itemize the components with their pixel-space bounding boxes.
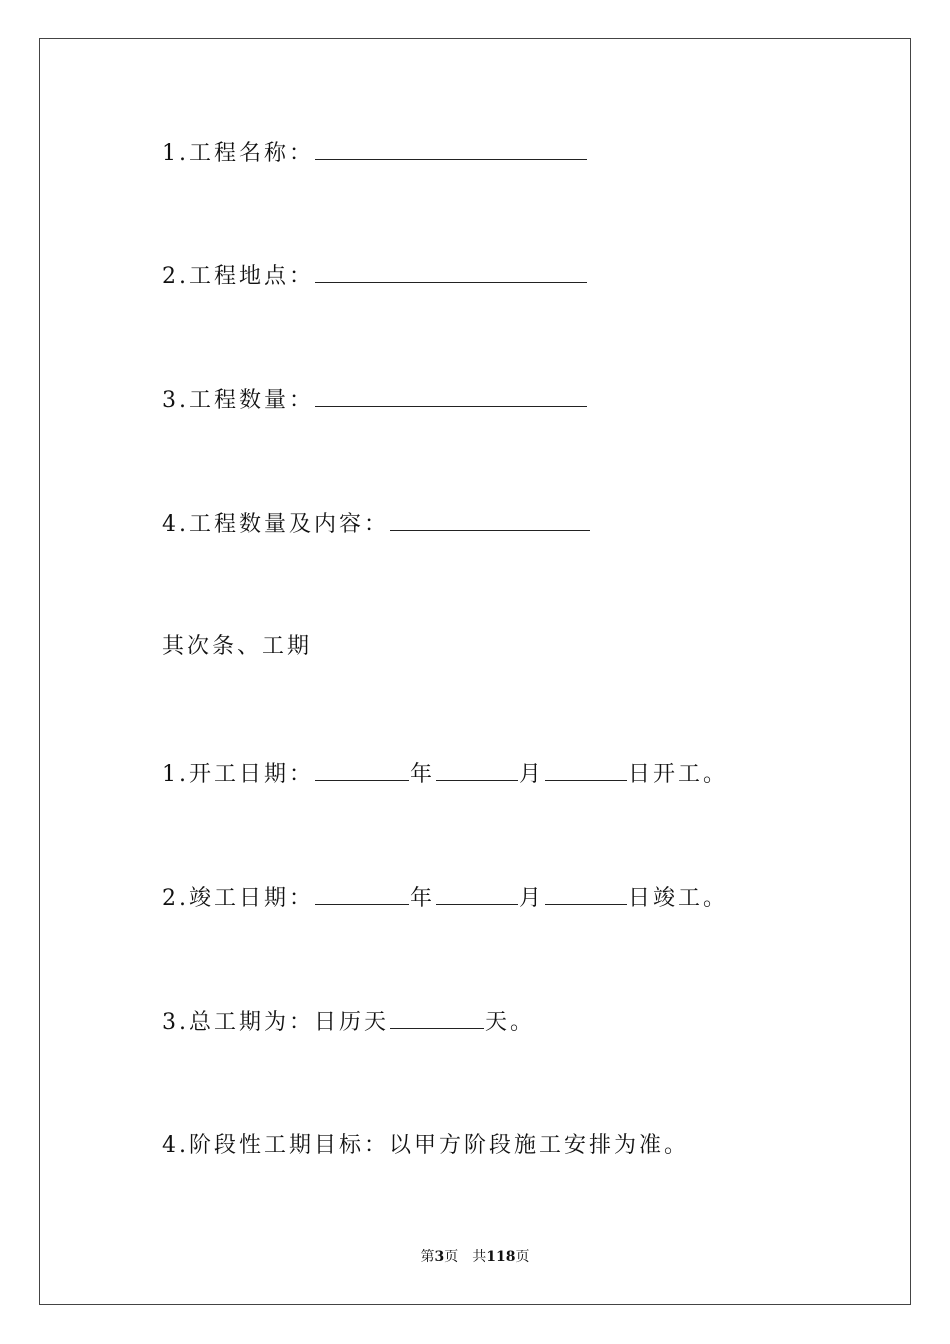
completion-month-unit: 月 <box>519 886 545 911</box>
footer-page-number: 3 <box>434 1249 445 1265</box>
project-name-line <box>162 137 588 169</box>
page-footer <box>0 1247 950 1267</box>
project-location-blank[interactable] <box>315 260 587 283</box>
completion-date-line <box>162 882 728 914</box>
completion-day-blank[interactable] <box>545 882 627 905</box>
project-location-label: 2.工程地点： <box>162 264 314 289</box>
footer-page-prefix: 第 <box>420 1249 435 1265</box>
start-year-blank[interactable] <box>315 758 409 781</box>
total-duration-label: 3.总工期为：日历天 <box>162 1010 389 1035</box>
start-year-unit: 年 <box>410 762 436 787</box>
start-date-line <box>162 758 728 790</box>
start-day-suffix: 日开工。 <box>628 762 729 787</box>
total-duration-blank[interactable] <box>390 1006 484 1029</box>
project-name-label: 1.工程名称： <box>162 141 314 166</box>
completion-year-blank[interactable] <box>315 882 409 905</box>
page-border <box>39 38 911 1305</box>
start-day-blank[interactable] <box>545 758 627 781</box>
completion-day-suffix: 日竣工。 <box>628 886 729 911</box>
completion-date-label: 2.竣工日期： <box>162 886 314 911</box>
completion-year-unit: 年 <box>410 886 436 911</box>
footer-total-prefix: 共 <box>472 1249 487 1265</box>
project-location-line <box>162 260 588 292</box>
section-heading-text: 其次条、工期 <box>162 634 313 659</box>
project-content-label: 4.工程数量及内容： <box>162 512 389 537</box>
project-name-blank[interactable] <box>315 137 587 160</box>
project-quantity-line <box>162 384 588 416</box>
milestone-line <box>162 1131 689 1161</box>
milestone-text: 4.阶段性工期目标：以甲方阶段施工安排为准。 <box>162 1133 689 1158</box>
footer-page-suffix: 页 <box>444 1249 459 1265</box>
project-quantity-blank[interactable] <box>315 384 587 407</box>
total-duration-line <box>162 1006 535 1038</box>
completion-month-blank[interactable] <box>436 882 518 905</box>
section-heading-schedule <box>162 632 312 662</box>
start-date-label: 1.开工日期： <box>162 762 314 787</box>
project-content-line <box>162 508 591 540</box>
project-quantity-label: 3.工程数量： <box>162 388 314 413</box>
footer-total-suffix: 页 <box>515 1249 530 1265</box>
start-month-blank[interactable] <box>436 758 518 781</box>
footer-total-number: 118 <box>486 1249 516 1265</box>
start-month-unit: 月 <box>519 762 545 787</box>
total-duration-suffix: 天。 <box>485 1010 536 1035</box>
project-content-blank[interactable] <box>390 508 590 531</box>
